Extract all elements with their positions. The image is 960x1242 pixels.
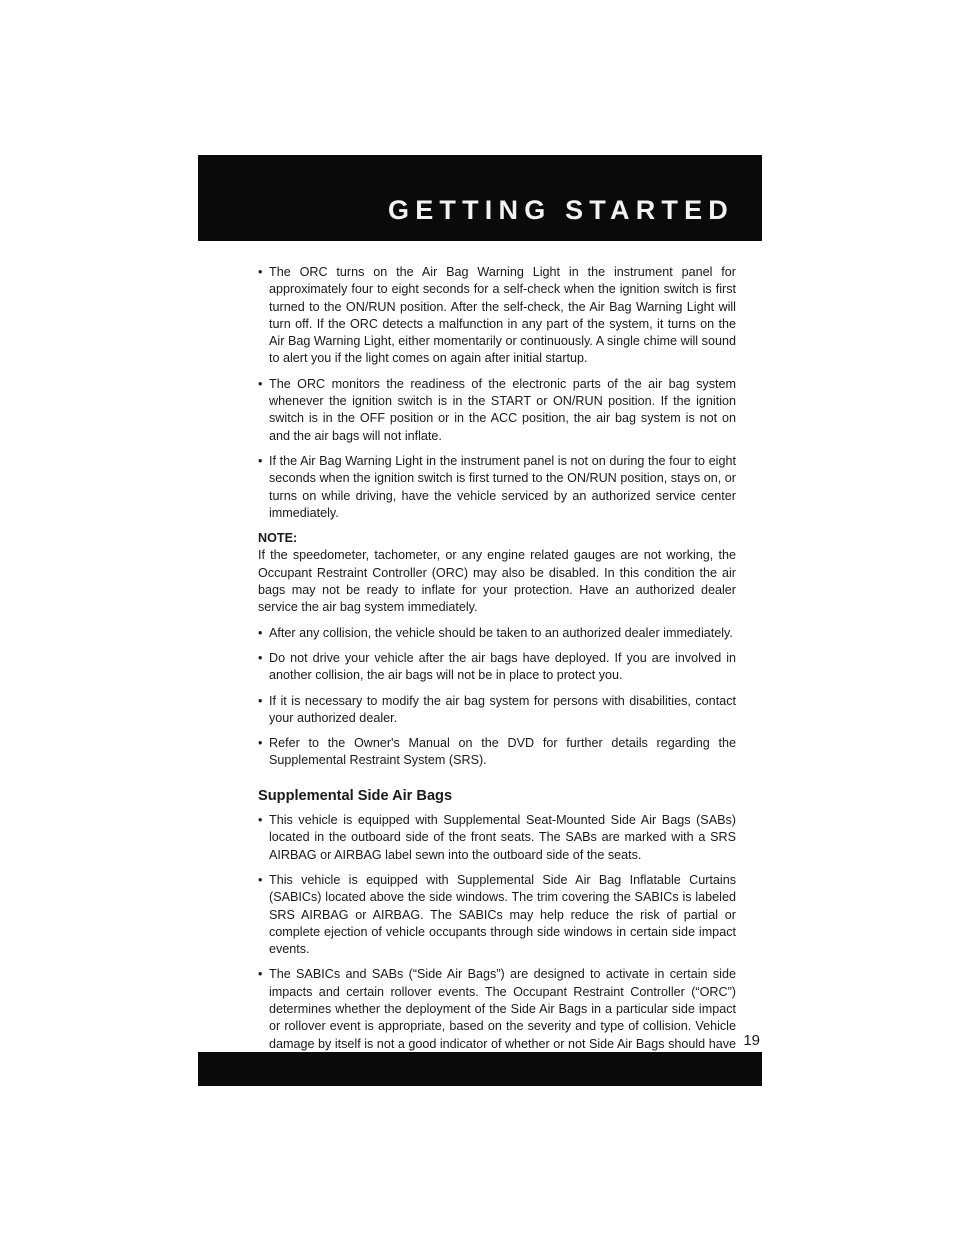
list-item-text: Refer to the Owner's Manual on the DVD for further details regarding the Supplemental Restraint System (SRS). [269,736,736,768]
list-item-text: After any collision, the vehicle should be taken to an authorized dealer immediately. [269,625,733,640]
list-item [258,872,736,958]
bullet-glyph: • [258,650,263,665]
list-item [258,264,736,368]
list-item-text: If it is necessary to modify the air bag system for persons with disabilities, contact your authorized dealer. [269,693,736,725]
bullet-glyph: • [258,693,263,708]
list-item-text: Do not drive your vehicle after the air bags have deployed. If you are involved in another collision, the air bags will not be in place to protect you. [269,650,736,683]
list-item [258,693,736,728]
list-item-text: This vehicle is equipped with Supplemental Seat-Mounted Side Air Bags (SABs) located in the outboard side of the front seats. The SABs are marked with a SRS AIRBAG or AIRBAG label sewn into the outboard side of the seats. [269,813,736,862]
list-item [258,453,736,522]
list-item-text: If the Air Bag Warning Light in the instrument panel is not on during the four to eight seconds when the ignition switch is first turned to the ON/RUN position, stays on, or turns on while driving, have the vehicle serviced by an authorized service center immediately. [269,453,736,520]
section-heading: Supplemental Side Air Bags [258,787,453,804]
bullet-glyph: • [258,265,263,279]
footer-bar [198,1052,762,1086]
bullet-glyph: • [258,736,263,751]
section-title: GETTING STARTED [388,195,734,225]
bullet-glyph: • [258,376,263,391]
note-label: NOTE: [258,531,298,546]
note-text: If the speedometer, tachometer, or any engine related gauges are not working, the Occupant Restraint Controller (ORC) may also be disabled. In this condition the air bags may not be ready to inflate for your protection. Have an authorized dealer service the air bag system immediately. [258,548,736,615]
page-content [258,264,736,1078]
list-item [258,735,736,770]
list-item-text: The SABICs and SABs (“Side Air Bags”) are designed to activate in certain side impacts and certain rollover events. The Occupant Restraint Controller (“ORC”) determines whether the deployment of the Side Air Bags in a particular side impact or rollover event is appropriate, based on the severity and type of collision. Vehicle damage by itself is not a good indicator of whether or not Side Air Bags should have [269,967,736,1051]
list-item-text: The ORC turns on the Air Bag Warning Light in the instrument panel for approximately four to eight seconds for a self-check when the ignition switch is first turned to the ON/RUN position. After the self-check, the Air Bag Warning Light will turn off. If the ORC detects a malfunction in any part of the system, it turns on the Air Bag Warning Light, either momentarily or continuously. A single chime will sound to alert you if the light comes on again after initial startup. [269,265,736,366]
bullet-glyph: • [258,813,263,828]
list-item-text: This vehicle is equipped with Supplemental Side Air Bag Inflatable Curtains (SABICs) located above the side windows. The trim covering the SABICs is labeled SRS AIRBAG or AIRBAG. The SABICs may help reduce the risk of partial or complete ejection of vehicle occupants through side windows in certain side impact events. [269,872,736,957]
bullet-glyph: • [258,625,263,640]
list-item [258,650,736,685]
bullet-glyph: • [258,872,263,887]
list-item [258,812,736,864]
bullet-glyph: • [258,453,263,468]
list-item [258,376,736,445]
header-bar [198,155,762,241]
list-item [258,625,736,642]
bullet-glyph: • [258,967,263,982]
page-number: 19 [743,1032,760,1049]
list-item-text: The ORC monitors the readiness of the electronic parts of the air bag system whenever the ignition switch is in the START or ON/RUN position. If the ignition switch is in the OFF position or in the ACC position, the air bag system is not on and the air bags will not inflate. [269,376,736,443]
